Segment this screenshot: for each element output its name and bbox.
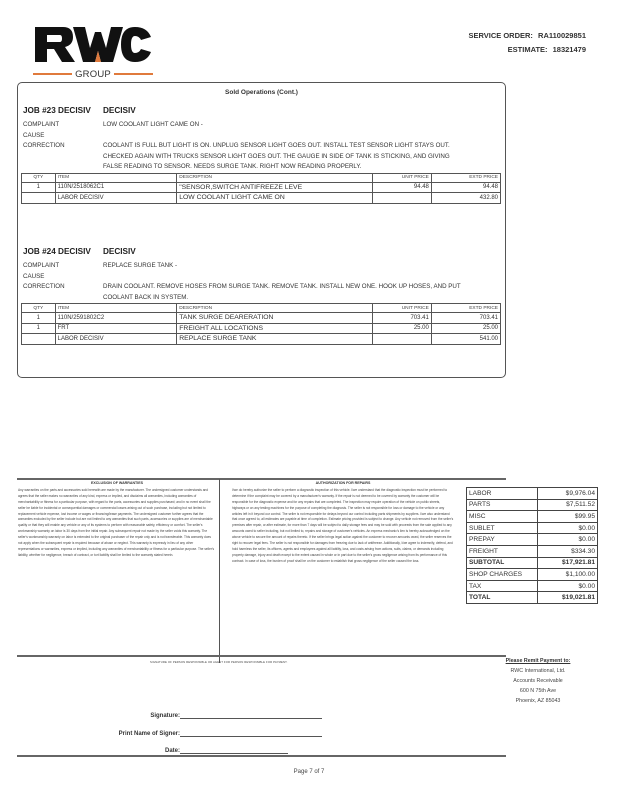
column-divider [219, 479, 220, 663]
signature-note: SIGNATURE OF PERSON RESPONSIBLE OR AGENT FOR PERSON RESPONSIBLE FOR PAYMENT. [150, 660, 288, 664]
cause-label: CAUSE [23, 272, 45, 280]
col-unit-price: UNIT PRICE [372, 304, 431, 313]
estimate-value: 18321479 [552, 45, 586, 54]
totals-row-labor [467, 488, 598, 500]
sold-operations-box [17, 82, 506, 378]
cause-text [103, 272, 463, 283]
totals-table [466, 487, 598, 604]
description: LOW COOLANT LIGHT CAME ON [177, 193, 372, 204]
correction-label: CORRECTION [23, 283, 65, 290]
description: TANK SURGE DEARERATION [177, 313, 372, 324]
complaint-row [23, 261, 501, 272]
cause-row [23, 131, 501, 142]
total-amount: $9,976.04 [538, 488, 598, 500]
description: FREIGHT ALL LOCATIONS [177, 323, 372, 334]
date-label: Date: [164, 748, 180, 754]
remit-line: Accounts Receivable [513, 678, 563, 684]
qty [22, 334, 56, 345]
total-amount: $7,511.52 [538, 499, 598, 511]
extd-price: 25.00 [431, 323, 500, 334]
totals-row-prepay [467, 534, 598, 546]
remit-line: Phoenix, AZ 85043 [515, 698, 561, 704]
authorization-text: I/we do hereby authorize the seller to perform a diagnostic inspection of this vehicle. I/we understand that the diagnostic inspection must be performed to determine if the complaint may be covered by a manufacturer's warranty. If the repair is not deemed to be covered by warranty the customer will be responsible for the diagnostic expense and for any repairs that are completed. The inspection may require operation of the vehicle on public streets, highways or on any testing machines for the purpose of completing the diagnosis. The seller is not responsible for loss or damage to the vehicle or any articles left in it beyond our control. The seller is not responsible for delays beyond our control including parts shipments by suppliers. I/we also understand that once agreed to, all estimates are payable at time of completion. Estimate pricing provided is subject to change. Any vehicle not removed from the seller's premises after repair, or after estimate, for more than 7 days will be subject to daily storage fees and may be sold with proceeds from the sale applied to any amounts owed to seller including, but not limited to, repairs and storage of customer's vehicles. An express mechanic's lien is hereby acknowledged on the above vehicle to secure the amount of repairs thereto. If the seller brings legal action against the customer to recover amounts owed, the seller reserves the right to recover legal fees. The seller is not responsible for damages from freezing due to lack of antifreeze. Additionally, I/we agree to indemnify, defend, and hold harmless the seller, its officers, agents and employees against all liability, loss, and costs arising from actions, suits, claims, or demands including property damage, injury and death except to the extent caused in whole or in part due to the seller's gross negligence arising from its performance of this contract. In case of loss, the burden of proof shall be on the customer to establish that gross negligence of the seller caused the loss. [232, 487, 454, 563]
job-24-items-table [21, 303, 501, 345]
unit-price: 703.41 [372, 313, 431, 324]
table-row [22, 182, 501, 193]
extd-price: 541.00 [431, 334, 500, 345]
divider-bottom [17, 755, 506, 757]
total-amount: $1,100.00 [538, 569, 598, 581]
total-amount: $334.30 [538, 545, 598, 557]
remit-title: Please Remit Payment to: [505, 658, 571, 664]
complaint-label: COMPLAINT [23, 121, 60, 128]
complaint-row [23, 120, 501, 131]
authorization-for-repairs [232, 481, 454, 565]
exclusion-of-warranties [18, 481, 216, 559]
extd-price: 703.41 [431, 313, 500, 324]
table-header-row [22, 173, 501, 182]
signature-field[interactable] [60, 711, 322, 719]
job-name: DECISIV [103, 246, 136, 256]
total-label: FREIGHT [467, 545, 538, 557]
job-24 [23, 244, 501, 345]
logo-subtext: GROUP [75, 68, 111, 80]
order-info [468, 29, 586, 57]
description: "SENSOR,SWITCH ANTIFREEZE LEVE [177, 182, 372, 193]
correction-text: COOLANT IS FULL BUT LIGHT IS ON. UNPLUG SENSOR LIGHT GOES OUT. INSTALL TEST SENSOR LIGHT STAYS OUT. CHECKED AGAIN WITH TRUCKS SENSOR LIGHT GOES OUT. THE GAUGE IN SIDE OF TANK IS STICKING, AND GIVING FALSE READING TO SENSOR. NEEDS SURGE TANK. RIGHT NOW READING PROPERLY. [103, 142, 450, 170]
print-name-line[interactable] [180, 729, 322, 737]
unit-price: 94.48 [372, 182, 431, 193]
date-field[interactable] [60, 746, 288, 754]
col-item: ITEM [55, 304, 177, 313]
item: LABOR DECISIV [55, 334, 177, 345]
total-label: SHOP CHARGES [467, 569, 538, 581]
table-row [22, 334, 501, 345]
qty: 1 [22, 182, 56, 193]
total-label: MISC [467, 511, 538, 523]
signature-line[interactable] [180, 711, 322, 719]
total-amount: $99.95 [538, 511, 598, 523]
item: LABOR DECISIV [55, 193, 177, 204]
correction-text: DRAIN COOLANT. REMOVE HOSES FROM SURGE TANK. REMOVE TANK. INSTALL NEW ONE. HOOK UP HOSES, AND PUT COOLANT BACK IN SYSTEM. [103, 283, 461, 301]
cause-label: CAUSE [23, 131, 45, 139]
cause-text [103, 131, 463, 142]
company-logo [33, 24, 153, 78]
logo-group-row [33, 68, 153, 80]
qty [22, 193, 56, 204]
service-order-label: SERVICE ORDER: [468, 31, 533, 40]
page-number: Page 7 of 7 [293, 769, 325, 775]
total-amount: $0.00 [538, 580, 598, 592]
total-amount: $0.00 [538, 534, 598, 546]
total-label: SUBLET [467, 522, 538, 534]
col-description: DESCRIPTION [177, 304, 372, 313]
description: REPLACE SURGE TANK [177, 334, 372, 345]
col-item: ITEM [55, 173, 177, 182]
table-header-row [22, 304, 501, 313]
item: FRT [55, 323, 177, 334]
item: 110N/2518062C1 [55, 182, 177, 193]
col-unit-price: UNIT PRICE [372, 173, 431, 182]
total-label: SUBTOTAL [467, 557, 538, 569]
job-header [23, 103, 501, 117]
estimate-label: ESTIMATE: [507, 45, 548, 54]
col-extd-price: EXTD PRICE [431, 173, 500, 182]
table-row [22, 313, 501, 324]
job-header [23, 244, 501, 258]
complaint-label: COMPLAINT [23, 262, 60, 269]
remit-payment [488, 656, 588, 706]
extd-price: 94.48 [431, 182, 500, 193]
totals-row-freight [467, 545, 598, 557]
date-line[interactable] [180, 746, 288, 754]
totals-row-total [467, 592, 598, 604]
totals-row-subtotal [467, 557, 598, 569]
job-number: JOB #24 DECISIV [23, 246, 91, 256]
unit-price [372, 193, 431, 204]
complaint-text: LOW COOLANT LIGHT CAME ON - [103, 121, 203, 128]
job-name: DECISIV [103, 105, 136, 115]
complaint-text: REPLACE SURGE TANK - [103, 262, 178, 269]
total-label: TAX [467, 580, 538, 592]
correction-row [23, 282, 501, 303]
correction-row [23, 141, 501, 173]
print-name-label: Print Name of Signer: [118, 731, 180, 737]
col-extd-price: EXTD PRICE [431, 304, 500, 313]
warranties-title: EXCLUSION OF WARRANTIES [90, 481, 144, 485]
service-order [468, 29, 586, 43]
col-qty: QTY [22, 173, 56, 182]
qty: 1 [22, 313, 56, 324]
rwc-logo-mark-icon [33, 24, 153, 64]
total-label: TOTAL [467, 592, 538, 604]
total-amount: $19,021.81 [538, 592, 598, 604]
service-order-value: RA110029851 [538, 31, 586, 40]
signature-label: Signature: [150, 713, 180, 719]
divider-top [17, 478, 506, 480]
item: 110N/2591802C2 [55, 313, 177, 324]
authorization-title: AUTHORIZATION FOR REPAIRS [315, 481, 371, 485]
unit-price [372, 334, 431, 345]
job-23-items-table [21, 173, 501, 204]
section-title: Sold Operations (Cont.) [225, 89, 298, 96]
totals-row-sublet [467, 522, 598, 534]
extd-price: 432.80 [431, 193, 500, 204]
total-amount: $0.00 [538, 522, 598, 534]
total-label: PREPAY [467, 534, 538, 546]
totals-row-tax [467, 580, 598, 592]
divider-middle [17, 655, 506, 657]
print-name-field[interactable] [60, 729, 322, 737]
col-qty: QTY [22, 304, 56, 313]
total-label: PARTS [467, 499, 538, 511]
logo-accent-line [33, 73, 72, 75]
table-row [22, 323, 501, 334]
totals-row-parts [467, 499, 598, 511]
total-label: LABOR [467, 488, 538, 500]
logo-accent-line [114, 73, 153, 75]
total-amount: $17,921.81 [538, 557, 598, 569]
qty: 1 [22, 323, 56, 334]
estimate [468, 43, 586, 57]
remit-line: RWC International, Ltd. [510, 668, 566, 674]
cause-row [23, 272, 501, 283]
unit-price: 25.00 [372, 323, 431, 334]
correction-label: CORRECTION [23, 142, 65, 149]
totals-row-shop-charges [467, 569, 598, 581]
col-description: DESCRIPTION [177, 173, 372, 182]
job-number: JOB #23 DECISIV [23, 105, 91, 115]
warranties-text: Any warranties on the parts and accessories sold herewith are made by the manufacturer. The undersigned customer understands and agrees that the seller makes no warranties of any kind, express or implied, and disclaims all warranties, including warranties of merchantability or fitness for a particular purpose, with regard to the parts, accessories and supplies purchased; and in no event shall the seller be liable for incidental or consequential damages or commercial losses arising out of such purchase, including but not limited to replacement vehicle expense, lost income or wages or financing/lease payments. The undersigned customer further agrees that the warranties excluded by the seller include but are not limited to any warranties that such parts, accessories or supplies are of merchantable quality or that they will enable any vehicle or any of its systems to perform with reasonable safety, efficiency or comfort. The seller's workmanship warranty on labor is 30 days from the initial repair. Any subsequent repair not made by the seller voids this warranty. The seller's workmanship warranty on labor is extended to the original purchaser of the repair only and is not transferable. This warranty does not apply when the subsequent repair is required because of abuse or neglect. This warranty is expressly in lieu of any other representations or warranties, express or implied, including any warranties of merchantability or fitness for a particular purpose. The seller's liability, whether for negligence, breach of contract, or tort liability shall be limited to the warranty stated herein. [18, 487, 215, 557]
table-row [22, 193, 501, 204]
totals-row-misc [467, 511, 598, 523]
job-23 [23, 103, 501, 204]
remit-line: 600 N 75th Ave [519, 688, 557, 694]
